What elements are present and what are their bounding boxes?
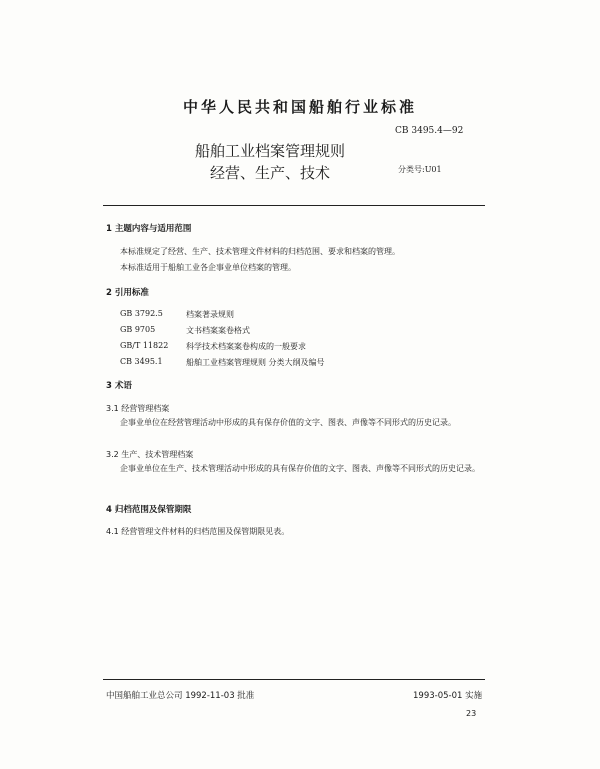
- standard-code: CB 3495.4—92: [395, 126, 464, 136]
- page-number: 23: [466, 709, 477, 718]
- reference-code: GB/T 11822: [120, 341, 169, 350]
- implementation-date: 1993-05-01 实施: [413, 691, 483, 701]
- term-3-1-definition: 企事业单位在经营管理活动中形成的具有保存价值的文字、图表、声像等不同形式的历史记录。: [120, 418, 456, 427]
- classification-number: 分类号:U01: [398, 165, 442, 174]
- approval-info: 中国船舶工业总公司 1992-11-03 批准: [106, 691, 255, 701]
- section-3-heading: 3 术语: [106, 381, 132, 391]
- reference-code: GB 3792.5: [120, 309, 163, 318]
- reference-title: 科学技术档案案卷构成的一般要求: [186, 342, 306, 351]
- term-3-1-heading: 3.1 经营管理档案: [106, 404, 170, 413]
- reference-title: 文书档案案卷格式: [186, 326, 250, 335]
- section-4-heading: 4 归档范围及保管期限: [106, 505, 192, 515]
- clause-4-1: 4.1 经营管理文件材料的归档范围及保管期限见表。: [106, 527, 290, 536]
- header-divider: [103, 205, 485, 206]
- term-3-2-heading: 3.2 生产、技术管理档案: [106, 450, 194, 459]
- section-1-paragraph-1: 本标准规定了经营、生产、技术管理文件材料的归档范围、要求和档案的管理。: [120, 247, 400, 256]
- footer-divider: [103, 679, 485, 680]
- reference-title: 档案著录规则: [186, 310, 234, 319]
- section-2-heading: 2 引用标准: [106, 288, 149, 298]
- reference-code: CB 3495.1: [120, 357, 163, 366]
- reference-title: 船舶工业档案管理规则 分类大纲及编号: [186, 358, 325, 367]
- section-1-heading: 1 主题内容与适用范围: [106, 224, 192, 234]
- reference-code: GB 9705: [120, 325, 156, 334]
- document-title-line2: 经营、生产、技术: [209, 164, 330, 182]
- term-3-2-definition: 企事业单位在生产、技术管理活动中形成的具有保存价值的文字、图表、声像等不同形式的历史记录。: [120, 464, 480, 473]
- document-title-line1: 船舶工业档案管理规则: [194, 142, 345, 160]
- section-1-paragraph-2: 本标准适用于船舶工业各企事业单位档案的管理。: [120, 263, 296, 272]
- standard-title: 中华人民共和国船舶行业标准: [182, 98, 417, 116]
